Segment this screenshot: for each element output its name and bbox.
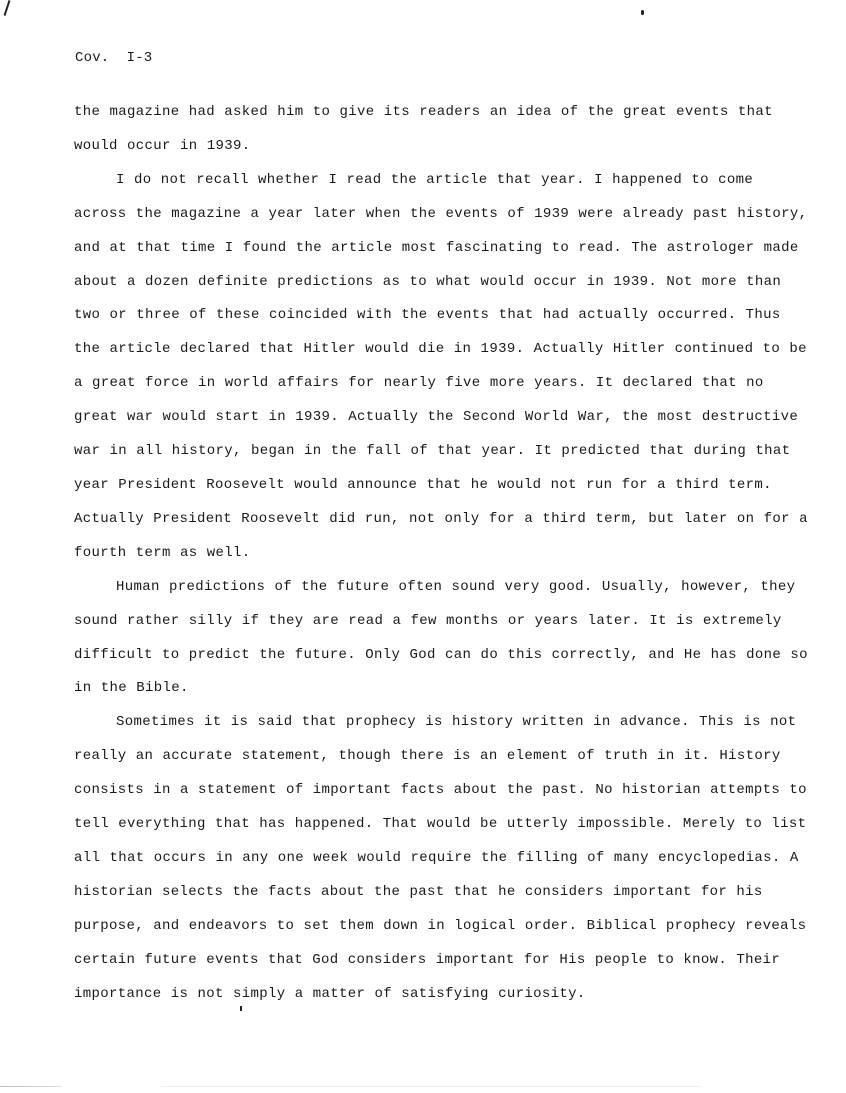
stray-pen-mark — [4, 0, 11, 16]
bottom-edge-line — [0, 1086, 846, 1087]
paragraph: Sometimes it is said that prophecy is history written in advance. This is not really an accurate statement, though there is an element of truth in it. History consists in a statement of important facts about the past. No historian attempts to tell everything that has happened. That would be utterly impossible. Merely to list all that occurs in any one week would require the filling of many encyclopedias. A historian selects the facts about the past that he considers important for his purpose, and endeavors to set them down in logical order. Biblical prophecy reveals certain future events that God considers important for His people to know. Their importance is not simply a matter of satisfying curiosity. — [74, 714, 807, 1002]
paragraph: Human predictions of the future often sound very good. Usually, however, they sound rather silly if they are read a few months or years later. It is extremely difficult to predict the future. Only God can do this correctly, and He has done so in the Bible. — [74, 578, 808, 697]
paragraph: I do not recall whether I read the article that year. I happened to come across the magazine a year later when the events of 1939 were already past history, and at that time I found the article most fascinating to read. The astrologer made about a dozen definite predictions as to what would occur in 1939. Not more than two or three of these coincided with the events that had actually occurred. Thus the article declared that Hitler would die in 1939. Actually Hitler continued to be a great force in world affairs for nearly five more years. It declared that no great war would start in 1939. Actually the Second World War, the most destructive war in all history, began in the fall of that year. It predicted that during that year President Roosevelt would announce that he would not run for a third term. Actually President Roosevelt did run, not only for a third term, but later on for a fourth term as well. — [74, 171, 808, 561]
body-text — [74, 96, 814, 1011]
stray-dot-mark — [641, 10, 644, 15]
paragraph: the magazine had asked him to give its readers an idea of the great events that would occur in 1939. — [74, 104, 773, 154]
page-header: Cov. I-3 — [75, 50, 153, 66]
